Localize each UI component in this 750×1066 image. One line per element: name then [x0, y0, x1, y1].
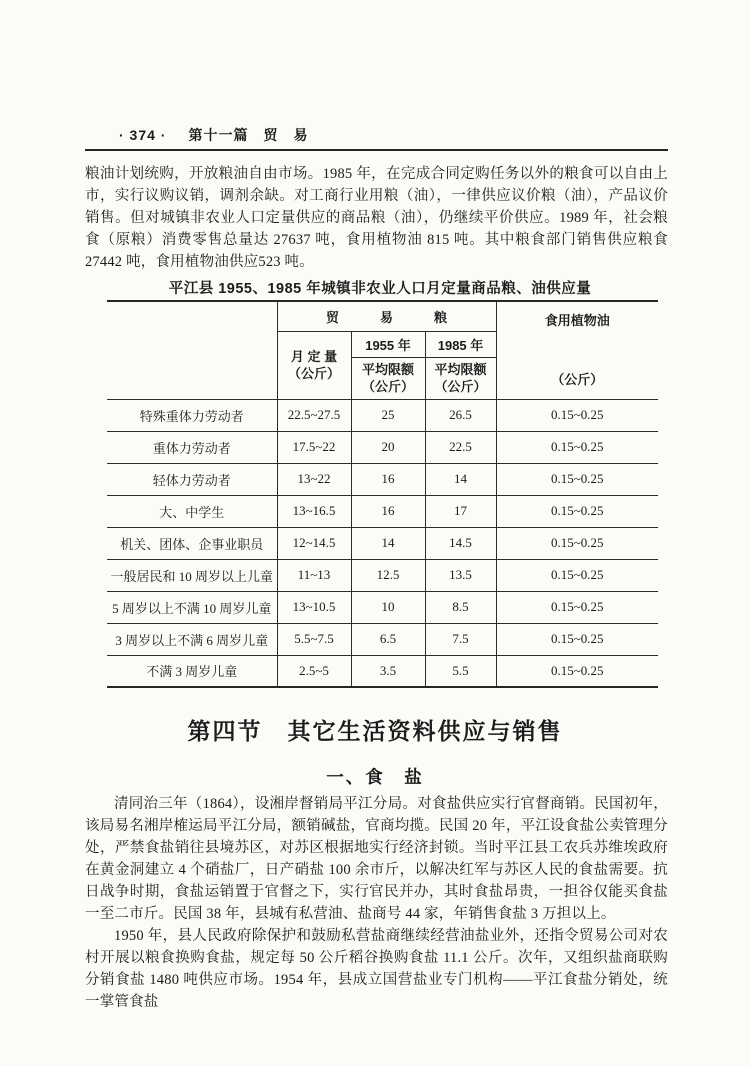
paragraph-text: 清同治三年（1864），设湘岸督销局平江分局。对食盐供应实行官督商销。民国初年，该局易名湘岸榷运局平江分局，额销碱盐，官商均揽。民国 20 年，平江设食盐公卖管理分处，严禁食盐销往县境苏区，对苏区根据地实行经济封锁。当时平江县工农兵苏维埃政府在黄金洞建立 4 个硝盐厂，日产硝盐 100 余市斤，以解决红军与苏区人民的食盐需要。抗日战争时期，食盐运销置于官督之下，实行官民并办，其时食盐昂贵，一担谷仅能买食盐一至二市斤。民国 38 年，县城有私营油、盐商号 44 家，年销售食盐 3 万担以上。	[85, 796, 668, 922]
monthly-quota-unit: （公斤）	[287, 366, 340, 381]
row-label: 重体力劳动者	[107, 431, 277, 463]
table-row	[107, 495, 658, 527]
oil-value: 0.15~0.25	[496, 527, 658, 559]
row-label: 3 周岁以上不满 6 周岁儿童	[107, 623, 277, 655]
oil-value: 0.15~0.25	[496, 655, 658, 687]
paragraph-text: 粮油计划统购，开放粮油自由市场。1985 年，在完成合同定购任务以外的粮食可以自由上市，实行议购议销，调剂余缺。对工商行业用粮（油），一律供应议价粮（油），产品议价销售。但对城镇非农业人口定量供应的商品粮（油），仍继续平价供应。1989 年，社会粮食（原粮）消费零售总量达 27637 吨，食用植物油 815 吨。其中粮食部门销售供应粮食 27442 吨，食用植物油供应523 吨。	[85, 166, 668, 270]
value-1955: 14	[351, 527, 425, 559]
monthly-value: 5.5~7.5	[277, 623, 351, 655]
header-blank-cell	[107, 301, 277, 399]
monthly-value: 13~10.5	[277, 591, 351, 623]
avg-limit-label: 平均限额	[434, 362, 487, 377]
oil-value: 0.15~0.25	[496, 399, 658, 431]
table-row	[107, 399, 658, 431]
edible-oil-unit: （公斤）	[551, 372, 604, 388]
chapter-title: 第十一篇 贸 易	[188, 127, 309, 143]
table-row	[107, 623, 658, 655]
avg-limit-unit: （公斤）	[361, 379, 414, 394]
oil-value: 0.15~0.25	[496, 495, 658, 527]
oil-value: 0.15~0.25	[496, 463, 658, 495]
avg-limit-label: 平均限额	[361, 362, 414, 377]
value-1985: 26.5	[425, 399, 496, 431]
paragraph-text: 1950 年，县人民政府除保护和鼓励私营盐商继续经营油盐业外，还指令贸易公司对农村开展以粮食换购食盐，规定每 50 公斤稻谷换购食盐 11.1 公斤。次年，又组织盐商联购分销食盐 1480 吨供应市场。1954 年，县成立国营盐业专门机构——平江食盐分销处，统一掌管食盐	[85, 928, 668, 1010]
oil-value: 0.15~0.25	[496, 559, 658, 591]
section-heading: 第四节 其它生活资料供应与销售	[187, 718, 563, 744]
value-1985: 8.5	[425, 591, 496, 623]
table-row	[107, 463, 658, 495]
value-1955: 20	[351, 431, 425, 463]
header-trade-grain: 贸 易 粮	[277, 301, 496, 331]
oil-value: 0.15~0.25	[496, 591, 658, 623]
value-1955: 10	[351, 591, 425, 623]
ration-table	[107, 300, 658, 688]
row-label: 不满 3 周岁儿童	[107, 655, 277, 687]
row-label: 大、中学生	[107, 495, 277, 527]
oil-value: 0.15~0.25	[496, 431, 658, 463]
header-monthly-quota	[277, 331, 351, 399]
salt-section-paragraphs	[85, 793, 668, 1013]
edible-oil-label: 食用植物油	[544, 313, 610, 329]
monthly-value: 22.5~27.5	[277, 399, 351, 431]
row-label: 5 周岁以上不满 10 周岁儿童	[107, 591, 277, 623]
header-year-1955: 1955 年	[351, 331, 425, 357]
subsection-heading: 一、食 盐	[326, 767, 424, 787]
value-1985: 14	[425, 463, 496, 495]
monthly-quota-label: 月 定 量	[290, 349, 338, 364]
oil-value: 0.15~0.25	[496, 623, 658, 655]
table-row	[107, 431, 658, 463]
monthly-value: 2.5~5	[277, 655, 351, 687]
monthly-value: 11~13	[277, 559, 351, 591]
page-number: · 374 ·	[119, 127, 167, 143]
value-1985: 13.5	[425, 559, 496, 591]
row-label: 机关、团体、企事业职员	[107, 527, 277, 559]
table-row	[107, 559, 658, 591]
value-1985: 7.5	[425, 623, 496, 655]
value-1955: 16	[351, 495, 425, 527]
value-1985: 17	[425, 495, 496, 527]
row-label: 轻体力劳动者	[107, 463, 277, 495]
intro-paragraph	[85, 163, 668, 273]
table-row	[107, 527, 658, 559]
header-rule	[85, 149, 668, 151]
row-label: 一般居民和 10 周岁以上儿童	[107, 559, 277, 591]
monthly-value: 12~14.5	[277, 527, 351, 559]
value-1985: 5.5	[425, 655, 496, 687]
monthly-value: 13~22	[277, 463, 351, 495]
table-row	[107, 655, 658, 687]
row-label: 特殊重体力劳动者	[107, 399, 277, 431]
value-1985: 14.5	[425, 527, 496, 559]
header-avg-limit-1985	[425, 357, 496, 399]
avg-limit-unit: （公斤）	[434, 379, 487, 394]
value-1955: 3.5	[351, 655, 425, 687]
value-1985: 22.5	[425, 431, 496, 463]
table-title: 平江县 1955、1985 年城镇非农业人口月定量商品粮、油供应量	[168, 281, 592, 297]
header-year-1985: 1985 年	[425, 331, 496, 357]
value-1955: 6.5	[351, 623, 425, 655]
monthly-value: 13~16.5	[277, 495, 351, 527]
value-1955: 25	[351, 399, 425, 431]
running-head	[119, 125, 308, 145]
value-1955: 12.5	[351, 559, 425, 591]
header-avg-limit-1955	[351, 357, 425, 399]
table-row	[107, 591, 658, 623]
value-1955: 16	[351, 463, 425, 495]
monthly-value: 17.5~22	[277, 431, 351, 463]
header-edible-oil	[496, 301, 658, 399]
